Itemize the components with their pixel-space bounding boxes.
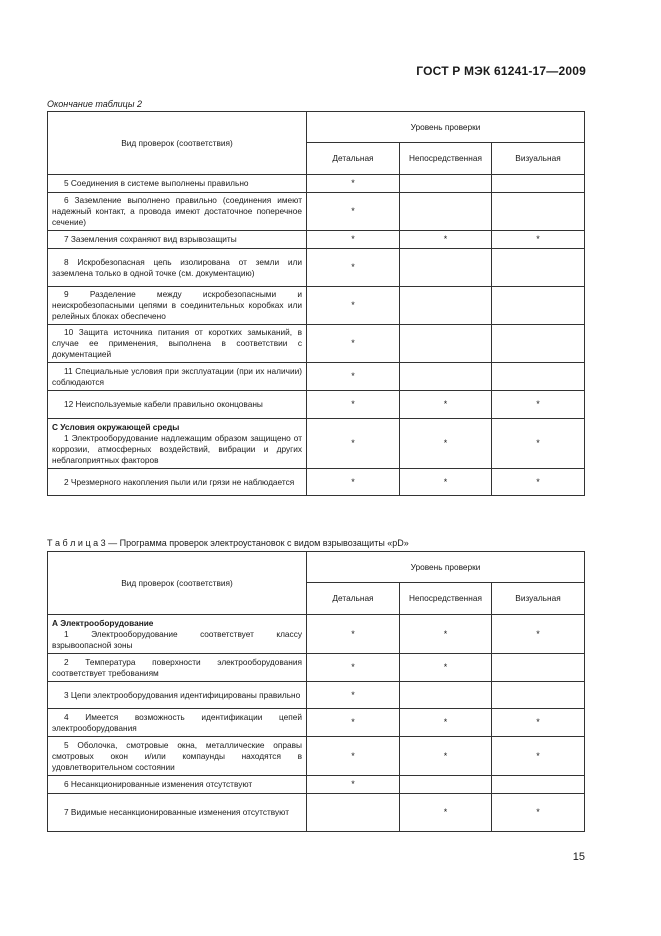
section-heading: А Электрооборудование bbox=[52, 617, 154, 628]
level-detailed-mark: * bbox=[307, 776, 400, 794]
level-direct-mark: * bbox=[400, 709, 492, 737]
level-visual-mark bbox=[492, 776, 585, 794]
check-text: 1 Электрооборудование надлежащим образом защищено от коррозии, атмосферных воздействий, вибрации и других неблагоприятных факторов bbox=[52, 432, 302, 465]
level-detailed-mark: * bbox=[307, 654, 400, 682]
level-visual-mark: * bbox=[492, 794, 585, 832]
table-row bbox=[48, 193, 585, 231]
table2-col-direct: Непосредственная bbox=[400, 143, 492, 175]
level-visual-mark bbox=[492, 325, 585, 363]
level-visual-mark: * bbox=[492, 615, 585, 654]
check-item bbox=[48, 794, 307, 832]
level-visual-mark: * bbox=[492, 391, 585, 419]
level-detailed-mark: * bbox=[307, 709, 400, 737]
level-visual-mark bbox=[492, 654, 585, 682]
check-text: 10 Защита источника питания от коротких замыканий, в случае ее применения, выполнена в соответствии с документацией bbox=[52, 327, 302, 359]
level-detailed-mark: * bbox=[307, 615, 400, 654]
level-direct-mark: * bbox=[400, 654, 492, 682]
level-direct-mark bbox=[400, 363, 492, 391]
check-item bbox=[48, 776, 307, 794]
level-detailed-mark: * bbox=[307, 287, 400, 325]
level-visual-mark bbox=[492, 175, 585, 193]
level-direct-mark bbox=[400, 325, 492, 363]
level-visual-mark: * bbox=[492, 231, 585, 249]
table3-caption: Т а б л и ц а 3 — Программа проверок электроустановок с видом взрывозащиты «pD» bbox=[47, 538, 409, 548]
level-visual-mark: * bbox=[492, 469, 585, 496]
check-item bbox=[48, 175, 307, 193]
check-item bbox=[48, 654, 307, 682]
level-detailed-mark: * bbox=[307, 419, 400, 469]
table3-header-row bbox=[48, 552, 585, 583]
level-detailed-mark: * bbox=[307, 737, 400, 776]
level-visual-mark: * bbox=[492, 419, 585, 469]
level-detailed-mark: * bbox=[307, 175, 400, 193]
check-item bbox=[48, 363, 307, 391]
level-direct-mark bbox=[400, 175, 492, 193]
check-text: 3 Цепи электрооборудования идентифицированы правильно bbox=[64, 689, 301, 700]
check-text: 11 Специальные условия при эксплуатации (при их наличии) соблюдаются bbox=[52, 365, 302, 387]
page-number: 15 bbox=[572, 851, 585, 863]
check-text: 7 Заземления сохраняют вид взрывозащиты bbox=[64, 234, 237, 244]
level-direct-mark: * bbox=[400, 469, 492, 496]
table-row bbox=[48, 709, 585, 737]
check-text: 1 Электрооборудование соответствует классу взрывоопасной зоны bbox=[52, 628, 302, 650]
check-text: 12 Неиспользуемые кабели правильно оконцованы bbox=[64, 399, 263, 409]
table-row bbox=[48, 363, 585, 391]
level-direct-mark: * bbox=[400, 391, 492, 419]
check-item bbox=[48, 231, 307, 249]
check-item bbox=[48, 193, 307, 231]
table2-header-row bbox=[48, 112, 585, 143]
table3-col-direct: Непосредственная bbox=[400, 583, 492, 615]
level-visual-mark: * bbox=[492, 709, 585, 737]
level-direct-mark bbox=[400, 287, 492, 325]
check-text: 6 Заземление выполнено правильно (соединения имеют надежный контакт, а провода имеют достаточное поперечное сечение) bbox=[52, 195, 302, 227]
level-detailed-mark bbox=[307, 794, 400, 832]
table-row bbox=[48, 794, 585, 832]
level-detailed-mark: * bbox=[307, 682, 400, 709]
check-text: 7 Видимые несанкционированные изменения отсутствуют bbox=[64, 807, 290, 817]
level-direct-mark bbox=[400, 776, 492, 794]
table2-caption: Окончание таблицы 2 bbox=[47, 99, 142, 109]
level-direct-mark: * bbox=[400, 419, 492, 469]
level-direct-mark: * bbox=[400, 231, 492, 249]
table3-col-level: Уровень проверки bbox=[307, 552, 585, 583]
table-row bbox=[48, 682, 585, 709]
table2 bbox=[47, 111, 585, 496]
level-direct-mark bbox=[400, 249, 492, 287]
check-item bbox=[48, 325, 307, 363]
check-text: 2 Чрезмерного накопления пыли или грязи не наблюдается bbox=[64, 476, 295, 487]
table3-col-check: Вид проверок (соответствия) bbox=[48, 552, 307, 615]
check-item bbox=[48, 469, 307, 496]
table-row bbox=[48, 776, 585, 794]
check-item bbox=[48, 419, 307, 469]
table2-col-visual: Визуальная bbox=[492, 143, 585, 175]
level-visual-mark bbox=[492, 682, 585, 709]
level-direct-mark bbox=[400, 193, 492, 231]
check-text: 5 Соединения в системе выполнены правильно bbox=[64, 178, 249, 188]
table-row bbox=[48, 615, 585, 654]
level-detailed-mark: * bbox=[307, 231, 400, 249]
level-direct-mark bbox=[400, 682, 492, 709]
check-item bbox=[48, 615, 307, 654]
level-visual-mark bbox=[492, 193, 585, 231]
level-visual-mark: * bbox=[492, 737, 585, 776]
check-text: 8 Искробезопасная цепь изолирована от земли или заземлена только в одной точке (см. документацию) bbox=[52, 256, 302, 278]
table2-col-detailed: Детальная bbox=[307, 143, 400, 175]
level-detailed-mark: * bbox=[307, 469, 400, 496]
check-text: 9 Разделение между искробезопасными и неискробезопасными цепями в соединительных коробках или релейных блоках обеспечено bbox=[52, 289, 302, 321]
table-row bbox=[48, 175, 585, 193]
table3-col-visual: Визуальная bbox=[492, 583, 585, 615]
level-detailed-mark: * bbox=[307, 391, 400, 419]
check-item bbox=[48, 287, 307, 325]
level-direct-mark: * bbox=[400, 615, 492, 654]
level-visual-mark bbox=[492, 363, 585, 391]
table-row bbox=[48, 287, 585, 325]
level-direct-mark: * bbox=[400, 737, 492, 776]
standard-designation: ГОСТ Р МЭК 61241-17—2009 bbox=[416, 64, 586, 78]
check-item bbox=[48, 391, 307, 419]
table-row bbox=[48, 737, 585, 776]
table2-col-level: Уровень проверки bbox=[307, 112, 585, 143]
level-direct-mark: * bbox=[400, 794, 492, 832]
table-row bbox=[48, 654, 585, 682]
table-row bbox=[48, 469, 585, 496]
section-heading: С Условия окружающей среды bbox=[52, 421, 180, 432]
check-text: 4 Имеется возможность идентификации цепей электрооборудования bbox=[52, 711, 302, 733]
check-item bbox=[48, 709, 307, 737]
check-item bbox=[48, 249, 307, 287]
level-detailed-mark: * bbox=[307, 193, 400, 231]
level-detailed-mark: * bbox=[307, 325, 400, 363]
table-row bbox=[48, 419, 585, 469]
check-text: 6 Несанкционированные изменения отсутствуют bbox=[64, 779, 253, 789]
check-text: 2 Температура поверхности электрооборудования соответствует требованиям bbox=[52, 656, 302, 678]
check-item bbox=[48, 682, 307, 709]
table-row bbox=[48, 231, 585, 249]
table3 bbox=[47, 551, 585, 832]
level-visual-mark bbox=[492, 249, 585, 287]
level-detailed-mark: * bbox=[307, 249, 400, 287]
check-text: 5 Оболочка, смотровые окна, металлические оправы смотровых окон и/или компаунды находятся в удовлетворительном состоянии bbox=[52, 739, 302, 772]
table-row bbox=[48, 249, 585, 287]
table2-col-check: Вид проверок (соответствия) bbox=[48, 112, 307, 175]
table-row bbox=[48, 391, 585, 419]
level-detailed-mark: * bbox=[307, 363, 400, 391]
table-row bbox=[48, 325, 585, 363]
level-visual-mark bbox=[492, 287, 585, 325]
table3-col-detailed: Детальная bbox=[307, 583, 400, 615]
check-item bbox=[48, 737, 307, 776]
